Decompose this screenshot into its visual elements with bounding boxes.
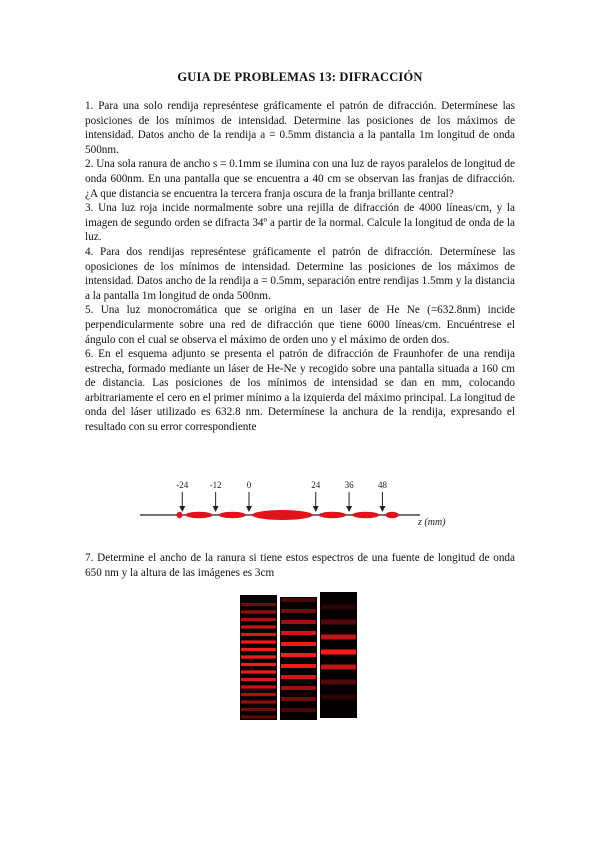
- spectrum-band: [241, 685, 276, 688]
- arrow-head: [379, 506, 385, 512]
- problem-list: [85, 99, 515, 435]
- problem-4: 4. Para dos rendijas represéntese gráficamente el patrón de difracción. Determínese las oposiciones de los mínimos de intensidad. Determine las posiciones de los máximos de intensidad. Datos ancho de la rendija a = 0.5mm, separación entre rendijas 1.5mm y la distancia a la pantalla 1m longitud de onda 500nm.: [85, 245, 515, 302]
- spectrum-band: [281, 697, 316, 701]
- page-title: GUIA DE PROBLEMAS 13: DIFRACCIÓN: [177, 70, 423, 84]
- spectrum-band: [281, 675, 316, 679]
- problem-6: 6. En el esquema adjunto se presenta el patrón de difracción de Fraunhofer de una rendija estrecha, formado mediante un láser de He-Ne y recogido sobre una pantalla situada a 160 cm de distancia. Las posiciones de los mínimos de intensidad se dan en mm, colocando arbitrariamente el cero en el primer mínimo a la izquierda del máximo principal. La longitud de onda del láser utilizado es 632.8 nm. Determínese la anchura de la rendija, expresando el resultado con su error correspondiente: [85, 348, 515, 434]
- arrow-head: [246, 506, 252, 512]
- spectrum-band: [241, 715, 276, 718]
- spectrum-band: [281, 708, 316, 712]
- secondary-fringe: [319, 512, 346, 518]
- problem-2: 2. Una sola ranura de ancho s = 0.1mm se ilumina con una luz de rayos paralelos de longitud de onda 600nm. En una pantalla que se encuentra a 40 cm se observan las franjas de difracción. ¿A que distancia se encuentra la tercera franja oscura de la franja brillante central?: [85, 158, 515, 200]
- spectrum-band: [321, 635, 356, 640]
- spectrum-band: [281, 609, 316, 613]
- spectrum-band: [281, 686, 316, 690]
- spectrum-band: [281, 653, 316, 657]
- spectrum-band: [321, 695, 356, 700]
- minimum-label: 24: [311, 480, 321, 490]
- spectrum-band: [241, 640, 276, 643]
- spectrum-band: [241, 610, 276, 613]
- spectrum-band: [321, 620, 356, 625]
- problem-1: 1. Para una solo rendija represéntese gráficamente el patrón de difracción. Determínese las posiciones de los mínimos de intensidad. Determine las posiciones de los máximos de intensidad. Datos ancho de la rendija a = 0.5mm distancia a la pantalla 1m longitud de onda 500nm.: [85, 100, 515, 156]
- secondary-fringe: [177, 512, 183, 518]
- central-maximum-fringe: [252, 510, 313, 520]
- spectrum-band: [241, 603, 276, 606]
- minima-markers: [176, 480, 387, 512]
- spectrum-band: [241, 678, 276, 681]
- minimum-label: 48: [377, 480, 387, 490]
- arrow-head: [313, 506, 319, 512]
- spectrum-band: [281, 598, 316, 602]
- spectrum-band: [241, 648, 276, 651]
- secondary-fringe: [352, 512, 379, 518]
- spectrum-band: [321, 605, 356, 610]
- z-axis-label: z (mm): [418, 517, 446, 528]
- secondary-fringe: [385, 512, 398, 518]
- spectrum-band: [241, 708, 276, 711]
- intensity-fringes: [177, 510, 399, 520]
- arrow-head: [346, 506, 352, 512]
- spectrum-band: [321, 650, 356, 655]
- spectrum-band: [241, 700, 276, 703]
- minimum-label: -12: [209, 480, 222, 490]
- minimum-label: 0: [246, 480, 252, 490]
- spectrum-band: [281, 620, 316, 624]
- spectrum-band: [241, 625, 276, 628]
- spectrum-band: [241, 670, 276, 673]
- arrow-head: [179, 506, 185, 512]
- spectra-images: [240, 590, 360, 722]
- spectrum-band: [241, 633, 276, 636]
- problem-3: 3. Una luz roja incide normalmente sobre una rejilla de difracción de 4000 líneas/cm, y la imagen de segundo orden se difracta 34º a partir de la normal. Calcule la longitud de onda de la luz.: [85, 202, 515, 244]
- minimum-label: 36: [344, 480, 354, 490]
- problem-7: 7. Determine el ancho de la ranura si tiene estos espectros de una fuente de longitud de onda 650 nm y la altura de las imágenes es 3cm: [85, 552, 515, 579]
- spectrum-band: [281, 631, 316, 635]
- spectrum-band: [241, 663, 276, 666]
- spectrum-band: [241, 655, 276, 658]
- spectrum-band: [281, 664, 316, 668]
- problem-5: 5. Una luz monocromática que se origina en un laser de He Ne (=632.8nm) incide perpendicularmente sobre una red de difracción que tiene 6000 líneas/cm. Encuéntrese el ángulo con el cual se observa el máximo de orden uno y el máximo de orden dos.: [85, 304, 515, 346]
- arrow-head: [213, 506, 219, 512]
- spectrum-panel-2: [280, 597, 317, 720]
- spectrum-band: [321, 680, 356, 685]
- spectrum-band: [241, 693, 276, 696]
- diffraction-pattern-diagram: [135, 470, 465, 530]
- spectrum-band: [241, 618, 276, 621]
- secondary-fringe: [219, 512, 246, 518]
- secondary-fringe: [185, 512, 212, 518]
- spectrum-band: [321, 665, 356, 670]
- minimum-label: -24: [176, 480, 189, 490]
- spectrum-band: [281, 642, 316, 646]
